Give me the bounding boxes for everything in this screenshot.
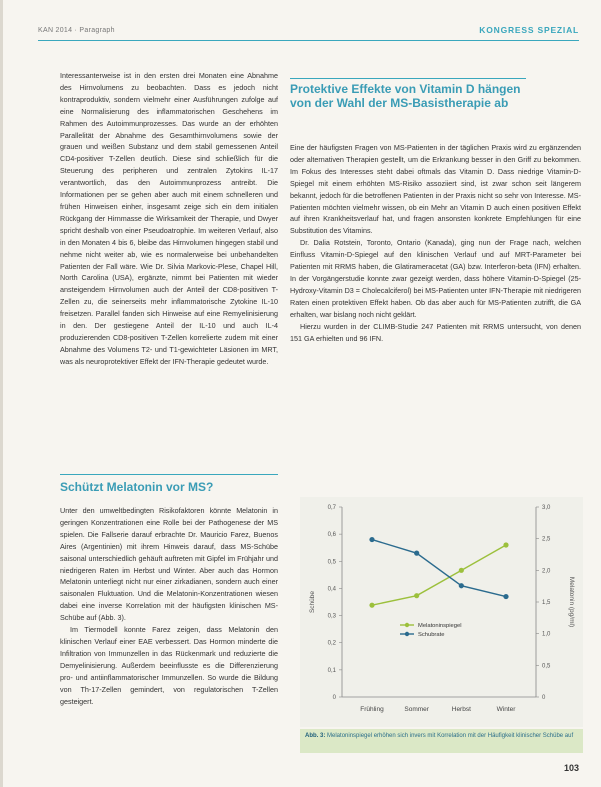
vitamin-d-text (290, 142, 581, 482)
x-tick-label: Herbst (451, 706, 471, 713)
x-tick-label: Winter (496, 706, 516, 713)
legend-label: Melatoninspiegel (418, 623, 462, 629)
x-tick-label: Frühling (360, 706, 384, 713)
section-rule (290, 78, 526, 79)
section-rule (60, 474, 278, 475)
y-tick-label-right: 1,5 (542, 600, 551, 606)
data-point-schubrate (503, 594, 508, 599)
page-number: 103 (563, 763, 579, 773)
y-tick-label-left: 0,4 (327, 586, 336, 593)
data-point-melatoninspiegel (459, 568, 464, 573)
caption-text: Melatoninspiegel erhöhen sich invers mit Korrelation mit der Häufigkeit klinischer Schübe auf (327, 733, 574, 739)
header-rule (38, 40, 579, 41)
y-tick-label-right: 0,5 (542, 663, 551, 670)
legend-label: Schubrate (418, 632, 445, 638)
page-edge (0, 0, 3, 787)
figure-caption (300, 729, 583, 753)
data-point-schubrate (459, 583, 464, 588)
legend-marker (405, 623, 409, 627)
data-point-melatoninspiegel (369, 603, 374, 608)
data-point-schubrate (414, 551, 419, 556)
data-point-schubrate (369, 537, 374, 542)
body-paragraph: Eine der häufigsten Fragen von MS-Patienten in der täglichen Praxis wird zu ergänzenden oder alternativen Therapien gestellt, um die Erkrankung besser in den Griff zu bekommen. Im Fokus des Interesses steht dabei oftmals das Vitamin D. Dass niedrige Vitamin-D-Spiegel mit einem erhöhten MS-Risiko assoziiert sind, ist zwar schon seit längerem bekannt, jedoch für die betroffenen Patienten in der Praxis nicht so sehr von Interesse. MS-Patienten möchten vielmehr wissen, ob ein Mehr an Vitamin D auch einen positiven Effekt auf ihren Krankheitsverlauf hat, und fragen ansonsten konkrete Empfehlungen für eine Substitution des Vitamins. (290, 143, 581, 236)
y-tick-label-right: 0 (542, 695, 546, 701)
section-label: KONGRESS SPEZIAL (479, 25, 579, 35)
data-point-melatoninspiegel (503, 542, 508, 547)
melatonin-heading: Schützt Melatonin vor MS? (60, 480, 214, 494)
vitamin-d-heading: Protektive Effekte von Vitamin D hängen von der Wahl der MS-Basistherapie ab (290, 82, 521, 110)
body-paragraph: Hierzu wurden in der CLIMB-Studie 247 Patienten mit RRMS untersucht, von denen 151 GA erhielten und 96 IFN. (290, 321, 581, 343)
y-tick-label-left: 0,7 (327, 505, 336, 511)
y-tick-label-right: 2,5 (542, 536, 551, 543)
legend-marker (405, 632, 409, 636)
y-tick-label-left: 0,1 (327, 667, 336, 674)
y-tick-label-left: 0,5 (327, 559, 336, 566)
data-point-melatoninspiegel (414, 593, 419, 598)
body-paragraph: Im Tiermodell konnte Farez zeigen, dass Melatonin den klinischen Verlauf einer EAE verbessert. Das Hormon minderte die Infiltration von Immunzellen in das Rückenmark und reduzierte die Demyelinisierung. Außerdem beeinflusste es die Differenzierung pro- und antiinflammatorischer Immunzellen. So wurde die Bildung von Th-17-Zellen gemindert, von regulatorischen T-Zellen gesteigert. (60, 625, 278, 706)
y-tick-label-left: 0 (332, 695, 336, 701)
series-line-melatoninspiegel (372, 545, 506, 605)
y-tick-label-right: 2,0 (542, 568, 551, 575)
melatonin-chart (300, 497, 583, 727)
y-tick-label-left: 0,2 (327, 640, 336, 647)
body-paragraph: Interessanterweise ist in den ersten drei Monaten eine Abnahme des Hirnvolumens zu beobachten. Dass es jedoch nicht kontraproduktiv, sondern vielmehr einer Ausführungen zufolge auf eine Normalisierung des inflammatorischen Geschehens im Rahmen des Autoimmunprozesses. Das wurde an der erhöhten Parallelität der Abnahme des Gesamthirnvolumens sowie der grauen und weißen Substanz und dem stabil gemessenen Anteil CD4-positiver T-Zellen deutlich. Diese sind schließlich für die Steuerung des peripheren und zentralen Zytokins IL-17 verantwortlich, das den Autoimmunprozess antreibt. Die Informationen per se gehen aber auch mit einem schnelleren und frühen Hinweisen einher, insgesamt zeige sich ein dem initialen Rückgang der Hirnmasse die Wirksamkeit der Therapie, und Dwyer spricht deshalb von einer Pseudoatrophie. Im weiteren Verlauf, also in den Monaten 4 bis 6, bleibe das Hirnvolumen hingegen stabil und nehme nicht weiter ab, wie es normalerweise bei unbehandelten Patienten der Fall wäre. Wie Dr. Silvia Markovic-Plese, Chapel Hill, North Carolina (USA), ergänzte, nimmt bei Patienten mit wieder ansteigendem Hirnvolumen auch der Anteil der CD8-positiven T-Zellen zu, die seinerseits mehr inflammatorische Zytokine IL-10 freisetzen. Parallel fanden sich Hinweise auf eine Remyelinisierung in den. Der gestiegene Anteil der IL-10 und auch IL-4 produzierenden CD8-positiven T-Zellen korrelierte zudem mit einer Abnahme des Volumens T2- und T1-gewichteter Läsionen im MRT, was als neuroprotektiver Effekt der IFN-Therapie gedeutet wurde. (60, 71, 278, 366)
running-header: KAN 2014 · Paragraph (38, 27, 115, 34)
y-tick-label-right: 1,0 (542, 631, 551, 638)
y-tick-label-right: 3,0 (542, 505, 551, 511)
y-tick-label-left: 0,3 (327, 613, 336, 620)
series-line-schubrate (372, 540, 506, 597)
body-paragraph: Unter den umweltbedingten Risikofaktoren könnte Melatonin in geringen Konzentrationen eine Rolle bei der Pathogenese der MS spielen. Die Fallserie darauf erbrachte Dr. Mauricio Farez, Buenos Aires (Argentinien) mit ihrem Hinweis darauf, dass MS-Schübe saisonal unterschiedlich gehäuft auftreten mit Gipfel im Frühjahr und niedrigeren Raten im Herbst und Winter. Aber auch das Hormon Melatonin unterliegt nicht nur einer zirkadianen, sondern auch einer saisonalen Fluktuation. Und die Melatonin-Konzentrationen wiesen dabei eine inverse Korrelation mit der häufigsten klinischen MS-Schübe auf (Abb. 3). (60, 506, 278, 623)
melatonin-text (60, 505, 278, 775)
chart-panel (300, 497, 583, 727)
left-column-text (60, 70, 278, 440)
y-axis-title-right: Melatonin (pg/ml) (568, 576, 575, 628)
y-axis-title-left: Schübe (309, 590, 316, 614)
x-tick-label: Sommer (404, 706, 429, 713)
y-tick-label-left: 0,6 (327, 532, 336, 539)
caption-label: Abb. 3: (305, 733, 326, 739)
body-paragraph: Dr. Dalia Rotstein, Toronto, Ontario (Kanada), ging nun der Frage nach, welchen Einfluss Vitamin-D-Spiegel auf den klinischen Verlauf und auf MRT-Parameter bei Patienten mit RRMS haben, die Glatirameracetat (GA) bzw. Interferon-beta (IFN) erhalten. In der Vorgängerstudie konnte zwar gezeigt werden, dass höhere Vitamin-D-Spiegel (25-Hydroxy-Vitamin D3 = Cholecalciferol) bei MS-Patienten unter IFN-Therapie mit niedrigeren Raten einen protektiven Effekt haben. Ob das aber auch für MS-Patienten zutrifft, die GA erhalten, war bislang noch nicht geklärt. (290, 238, 581, 319)
